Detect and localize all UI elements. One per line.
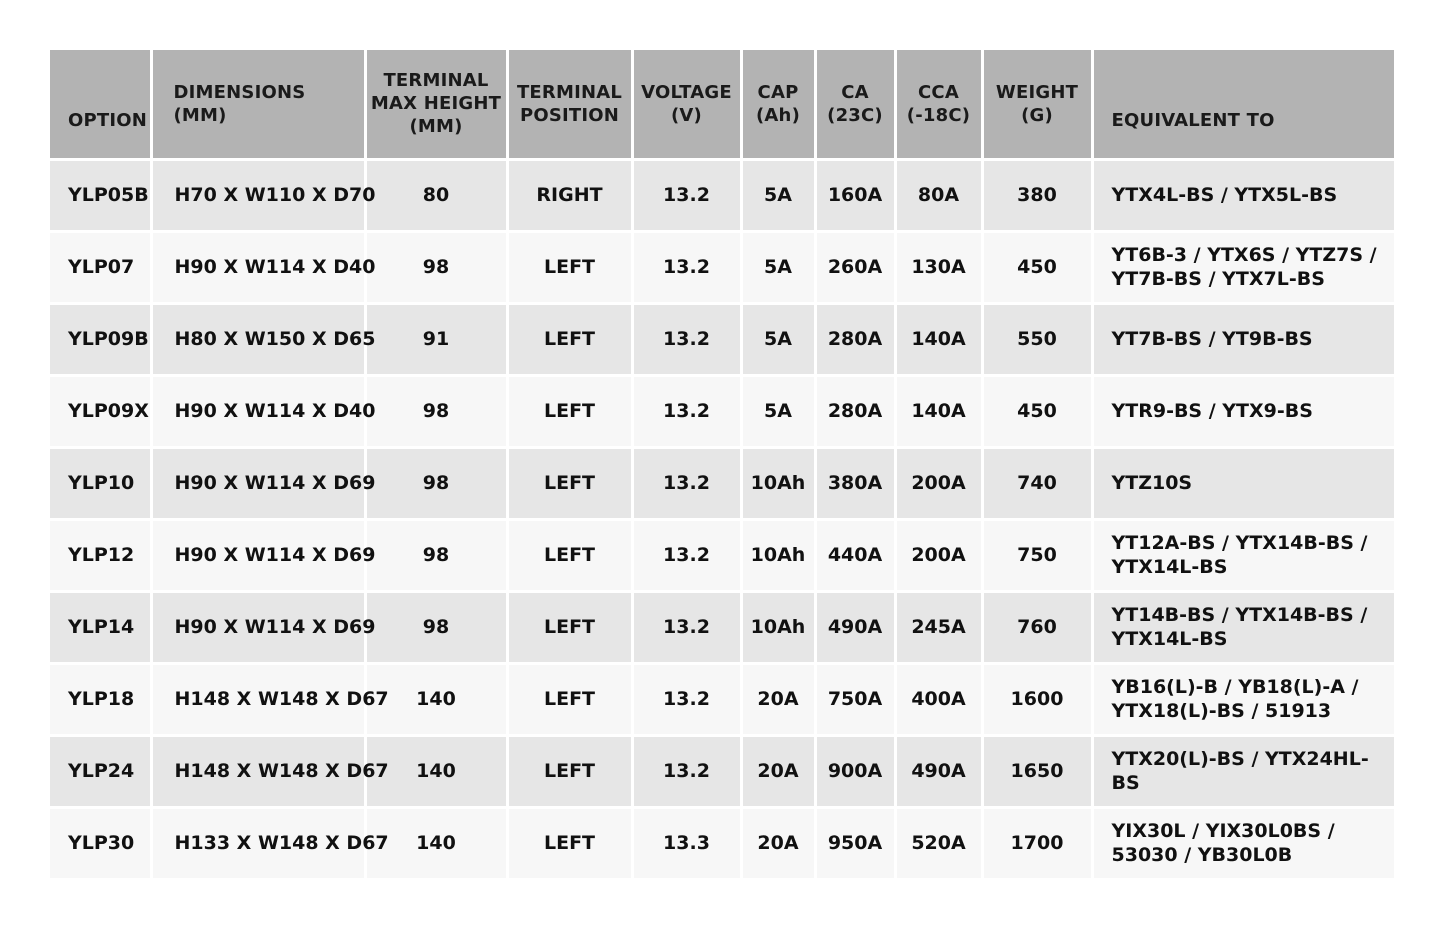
cell-position: LEFT — [507, 807, 632, 879]
cell-weight: 1600 — [982, 663, 1092, 735]
cell-equivalent: YT12A-BS / YTX14B-BS / YTX14L-BS — [1092, 519, 1394, 591]
table-row — [50, 303, 1394, 375]
cell-dimensions: H90 X W114 X D69 — [151, 519, 365, 591]
cell-option: YLP09X — [50, 375, 151, 447]
cell-position: LEFT — [507, 591, 632, 663]
cell-dimensions: H133 X W148 X D67 — [151, 807, 365, 879]
cell-option: YLP10 — [50, 447, 151, 519]
cell-option: YLP12 — [50, 519, 151, 591]
cell-ca: 440A — [815, 519, 895, 591]
cell-max-height: 98 — [365, 231, 507, 303]
header-dimensions: DIMENSIONS (MM) — [151, 50, 365, 159]
cell-ca: 280A — [815, 303, 895, 375]
cell-max-height: 91 — [365, 303, 507, 375]
cell-voltage: 13.3 — [632, 807, 741, 879]
cell-ca: 950A — [815, 807, 895, 879]
table-row — [50, 591, 1394, 663]
cell-position: RIGHT — [507, 159, 632, 231]
cell-voltage: 13.2 — [632, 375, 741, 447]
cell-cca: 130A — [895, 231, 982, 303]
cell-dimensions: H90 X W114 X D69 — [151, 447, 365, 519]
cell-max-height: 98 — [365, 519, 507, 591]
cell-position: LEFT — [507, 519, 632, 591]
cell-cap: 20A — [741, 735, 815, 807]
cell-equivalent: YIX30L / YIX30L0BS / 53030 / YB30L0B — [1092, 807, 1394, 879]
cell-weight: 550 — [982, 303, 1092, 375]
cell-cca: 140A — [895, 375, 982, 447]
cell-cca: 200A — [895, 447, 982, 519]
battery-spec-table — [50, 50, 1394, 881]
cell-option: YLP09B — [50, 303, 151, 375]
cell-ca: 280A — [815, 375, 895, 447]
cell-cca: 490A — [895, 735, 982, 807]
table-row — [50, 375, 1394, 447]
cell-dimensions: H90 X W114 X D69 — [151, 591, 365, 663]
cell-cca: 520A — [895, 807, 982, 879]
cell-ca: 380A — [815, 447, 895, 519]
cell-option: YLP18 — [50, 663, 151, 735]
header-voltage: VOLTAGE (V) — [632, 50, 741, 159]
cell-cap: 10Ah — [741, 519, 815, 591]
cell-voltage: 13.2 — [632, 231, 741, 303]
cell-ca: 900A — [815, 735, 895, 807]
cell-cap: 5A — [741, 159, 815, 231]
cell-option: YLP14 — [50, 591, 151, 663]
cell-position: LEFT — [507, 375, 632, 447]
header-terminal-position: TERMINAL POSITION — [507, 50, 632, 159]
cell-voltage: 13.2 — [632, 663, 741, 735]
cell-voltage: 13.2 — [632, 159, 741, 231]
cell-voltage: 13.2 — [632, 735, 741, 807]
cell-option: YLP05B — [50, 159, 151, 231]
cell-equivalent: YTX20(L)-BS / YTX24HL-BS — [1092, 735, 1394, 807]
cell-position: LEFT — [507, 447, 632, 519]
header-terminal-max-height: TERMINAL MAX HEIGHT (MM) — [365, 50, 507, 159]
header-weight: WEIGHT (G) — [982, 50, 1092, 159]
cell-ca: 750A — [815, 663, 895, 735]
cell-weight: 750 — [982, 519, 1092, 591]
cell-weight: 450 — [982, 231, 1092, 303]
header-ca: CA (23C) — [815, 50, 895, 159]
table-row — [50, 807, 1394, 879]
cell-option: YLP30 — [50, 807, 151, 879]
cell-dimensions: H70 X W110 X D70 — [151, 159, 365, 231]
cell-cca: 245A — [895, 591, 982, 663]
cell-cca: 200A — [895, 519, 982, 591]
cell-equivalent: YB16(L)-B / YB18(L)-A / YTX18(L)-BS / 51913 — [1092, 663, 1394, 735]
cell-dimensions: H148 X W148 X D67 — [151, 735, 365, 807]
cell-dimensions: H148 X W148 X D67 — [151, 663, 365, 735]
cell-max-height: 98 — [365, 591, 507, 663]
cell-ca: 260A — [815, 231, 895, 303]
cell-option: YLP24 — [50, 735, 151, 807]
cell-position: LEFT — [507, 303, 632, 375]
cell-cap: 20A — [741, 663, 815, 735]
cell-ca: 160A — [815, 159, 895, 231]
cell-cca: 80A — [895, 159, 982, 231]
table-row — [50, 447, 1394, 519]
cell-cap: 10Ah — [741, 591, 815, 663]
cell-weight: 380 — [982, 159, 1092, 231]
cell-weight: 760 — [982, 591, 1092, 663]
header-equivalent-to: EQUIVALENT TO — [1092, 50, 1394, 159]
cell-position: LEFT — [507, 231, 632, 303]
cell-equivalent: YTR9-BS / YTX9-BS — [1092, 375, 1394, 447]
cell-position: LEFT — [507, 735, 632, 807]
cell-equivalent: YT14B-BS / YTX14B-BS / YTX14L-BS — [1092, 591, 1394, 663]
cell-option: YLP07 — [50, 231, 151, 303]
cell-cap: 5A — [741, 375, 815, 447]
header-row — [50, 50, 1394, 159]
cell-cap: 10Ah — [741, 447, 815, 519]
table-row — [50, 159, 1394, 231]
cell-equivalent: YTX4L-BS / YTX5L-BS — [1092, 159, 1394, 231]
cell-weight: 740 — [982, 447, 1092, 519]
header-option: OPTION — [50, 50, 151, 159]
header-cca: CCA (-18C) — [895, 50, 982, 159]
table-row — [50, 231, 1394, 303]
cell-ca: 490A — [815, 591, 895, 663]
table-row — [50, 519, 1394, 591]
cell-equivalent: YT6B-3 / YTX6S / YTZ7S / YT7B-BS / YTX7L-BS — [1092, 231, 1394, 303]
cell-voltage: 13.2 — [632, 447, 741, 519]
table-body — [50, 159, 1394, 879]
cell-max-height: 98 — [365, 447, 507, 519]
table-header — [50, 50, 1394, 159]
cell-max-height: 140 — [365, 807, 507, 879]
cell-dimensions: H80 X W150 X D65 — [151, 303, 365, 375]
cell-cap: 20A — [741, 807, 815, 879]
cell-weight: 1700 — [982, 807, 1092, 879]
cell-dimensions: H90 X W114 X D40 — [151, 375, 365, 447]
cell-weight: 450 — [982, 375, 1092, 447]
header-cap: CAP (Ah) — [741, 50, 815, 159]
cell-position: LEFT — [507, 663, 632, 735]
cell-max-height: 80 — [365, 159, 507, 231]
table-row — [50, 663, 1394, 735]
cell-cap: 5A — [741, 231, 815, 303]
battery-spec-table-container — [50, 50, 1394, 881]
cell-voltage: 13.2 — [632, 303, 741, 375]
cell-equivalent: YT7B-BS / YT9B-BS — [1092, 303, 1394, 375]
cell-cca: 400A — [895, 663, 982, 735]
cell-max-height: 140 — [365, 735, 507, 807]
cell-equivalent: YTZ10S — [1092, 447, 1394, 519]
table-row — [50, 735, 1394, 807]
cell-max-height: 98 — [365, 375, 507, 447]
cell-max-height: 140 — [365, 663, 507, 735]
cell-dimensions: H90 X W114 X D40 — [151, 231, 365, 303]
cell-cap: 5A — [741, 303, 815, 375]
cell-weight: 1650 — [982, 735, 1092, 807]
cell-voltage: 13.2 — [632, 591, 741, 663]
cell-cca: 140A — [895, 303, 982, 375]
cell-voltage: 13.2 — [632, 519, 741, 591]
